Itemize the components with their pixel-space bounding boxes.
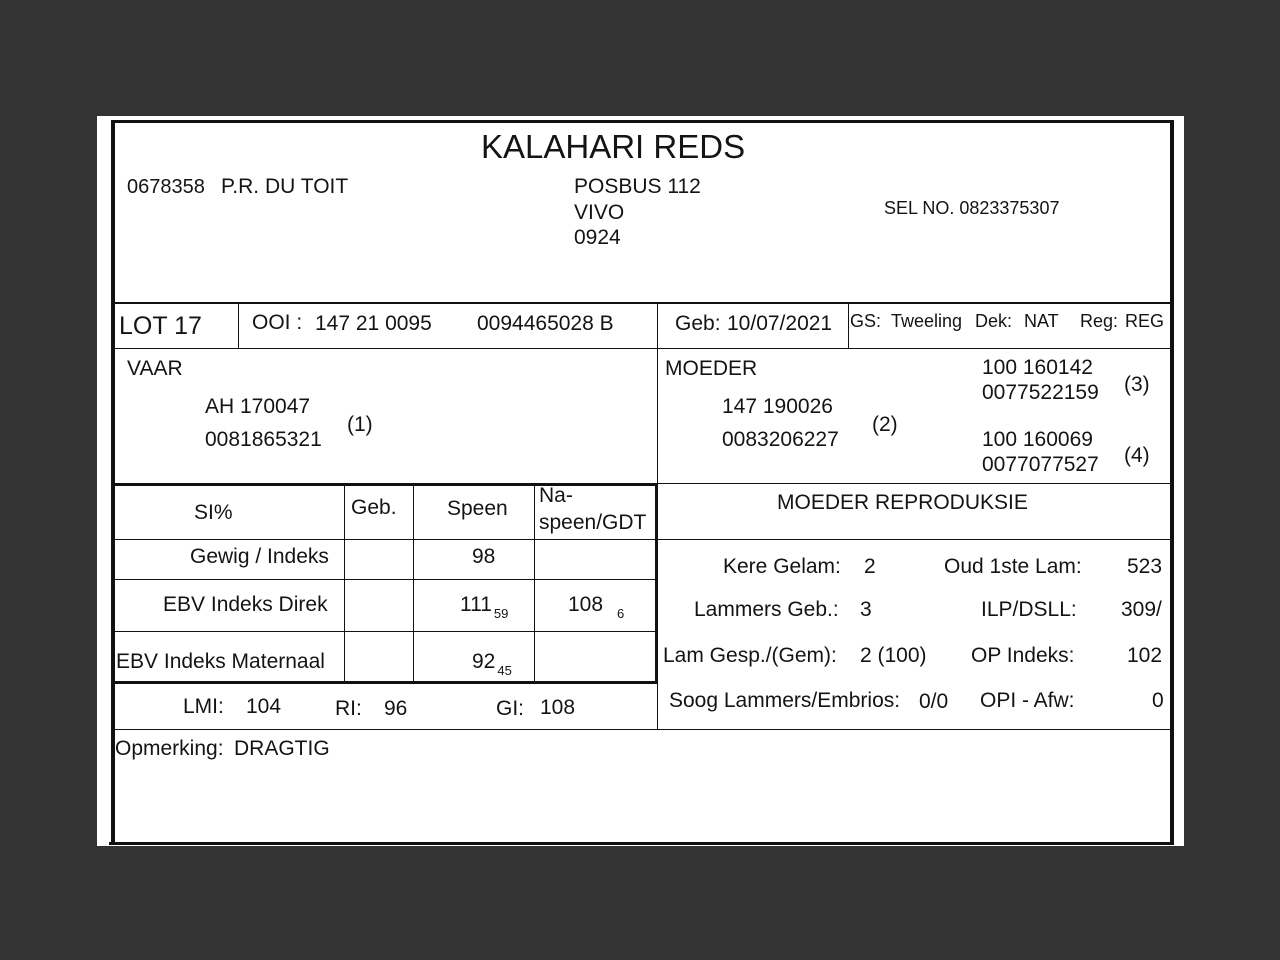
frame-left (111, 120, 115, 842)
si-row-1-bottom (113, 579, 657, 580)
si-row-2-speen-value: 111 (460, 593, 492, 616)
dam-line-1: 147 190026 (722, 395, 833, 418)
si-col-div-2 (413, 484, 414, 682)
sire-line-2: 0081865321 (205, 428, 322, 451)
gesp-value: 2 (100) (860, 644, 927, 667)
lmi-value: 104 (246, 695, 282, 718)
repro-title: MOEDER REPRODUKSIE (777, 491, 1028, 514)
dam-label: MOEDER (665, 357, 758, 380)
si-header-bottom (113, 539, 657, 540)
breed-title: KALAHARI REDS (481, 128, 746, 165)
si-row-2-speen (460, 593, 509, 621)
ooi-id-number: 0094465028 B (477, 312, 614, 335)
repro-header-bottom (657, 539, 1172, 540)
gi-value: 108 (540, 696, 576, 719)
granddam-1-ref: (3) (1124, 373, 1150, 396)
soog-label: Soog Lammers/Embrios: (669, 689, 901, 712)
si-col-div-3 (534, 484, 535, 682)
si-row-3-speen-sub: 45 (497, 663, 512, 678)
frame-bottom (109, 842, 1174, 845)
sire-label: VAAR (127, 357, 183, 380)
dek-label: Dek: (975, 311, 1013, 331)
si-col-div-1 (344, 484, 345, 682)
dam-line-2: 0083206227 (722, 428, 839, 451)
si-header-geb: Geb. (351, 496, 397, 519)
op-value: 102 (1127, 644, 1163, 667)
owner-phone: SEL NO. 0823375307 (884, 198, 1060, 218)
owner-address-line-3: 0924 (574, 226, 621, 249)
owner-id: 0678358 (127, 176, 205, 198)
si-header-na: Na- (539, 484, 573, 507)
frame-top (111, 120, 1174, 123)
granddam-1-line-2: 0077522159 (982, 381, 1099, 404)
si-header-speen: Speen (447, 497, 508, 520)
gs-value: Tweeling (891, 311, 963, 331)
lmi-label: LMI: (183, 695, 224, 718)
si-row-2-bottom (113, 631, 657, 632)
divider-lot-3 (848, 302, 849, 348)
opi-value: 0 (1152, 689, 1164, 712)
si-row-2-na-sub: 6 (617, 606, 625, 621)
si-row-1-speen: 98 (472, 545, 496, 568)
owner-name: P.R. DU TOIT (221, 175, 349, 198)
ilp-value: 309/ (1121, 598, 1162, 621)
si-row-3-speen-value: 92 (472, 650, 496, 673)
si-row-3-label: EBV Indeks Maternaal (116, 650, 325, 673)
soog-value: 0/0 (919, 690, 949, 713)
opi-label: OPI - Afw: (980, 689, 1075, 712)
owner-address-line-1: POSBUS 112 (574, 175, 701, 198)
si-table-right (655, 484, 658, 682)
ri-value: 96 (384, 697, 408, 720)
si-row-2-na (568, 593, 625, 621)
birth-date: 10/07/2021 (727, 312, 833, 335)
frame-right (1170, 120, 1174, 842)
granddam-2-ref: (4) (1124, 444, 1150, 467)
dek-value: NAT (1024, 311, 1059, 331)
oud-value: 523 (1127, 555, 1163, 578)
kere-label: Kere Gelam: (723, 555, 841, 578)
si-table-bottom (113, 681, 657, 684)
si-row-1-label: Gewig / Indeks (190, 545, 329, 568)
si-table-top (113, 483, 657, 486)
ooi-number: 147 21 0095 (315, 312, 432, 335)
ooi-label: OOI : (252, 311, 303, 334)
si-row-3-speen (472, 650, 512, 678)
granddam-2-line-2: 0077077527 (982, 453, 1099, 476)
op-label: OP Indeks: (971, 644, 1075, 667)
gs-label: GS: (850, 311, 882, 331)
gi-label: GI: (496, 697, 525, 720)
si-row-2-label: EBV Indeks Direk (163, 593, 328, 616)
reg-value: REG (1125, 311, 1165, 331)
gesp-label: Lam Gesp./(Gem): (663, 644, 837, 667)
dam-ref: (2) (872, 413, 898, 436)
si-row-2-speen-sub: 59 (493, 606, 509, 621)
divider-lot-top (113, 302, 1172, 304)
divider-lot-1 (238, 302, 239, 348)
granddam-2-line-1: 100 160069 (982, 428, 1093, 451)
repro-top (657, 483, 1172, 484)
lammers-label: Lammers Geb.: (694, 598, 839, 621)
kere-value: 2 (864, 555, 876, 578)
oud-label: Oud 1ste Lam: (944, 555, 1082, 578)
index-row-bottom (113, 729, 1172, 730)
divider-lot-2 (657, 302, 658, 348)
divider-lot-bottom (113, 348, 1172, 349)
ilp-label: ILP/DSLL: (981, 598, 1077, 621)
si-row-2-na-value: 108 (568, 593, 604, 616)
lammers-value: 3 (860, 598, 872, 621)
sale-card (97, 116, 1184, 846)
reg-label: Reg: (1080, 311, 1119, 331)
ri-label: RI: (335, 697, 362, 720)
sire-line-1: AH 170047 (205, 395, 311, 418)
si-header-nagdt: speen/GDT (539, 511, 647, 534)
owner-address-line-2: VIVO (574, 201, 625, 224)
si-header-label: SI% (194, 501, 233, 524)
lot-number: LOT 17 (119, 312, 202, 340)
birth-label: Geb: (675, 312, 721, 335)
remarks-value: DRAGTIG (234, 737, 330, 760)
granddam-1-line-1: 100 160142 (982, 356, 1093, 379)
sire-ref: (1) (347, 413, 373, 436)
remarks-label: Opmerking: (115, 737, 224, 760)
